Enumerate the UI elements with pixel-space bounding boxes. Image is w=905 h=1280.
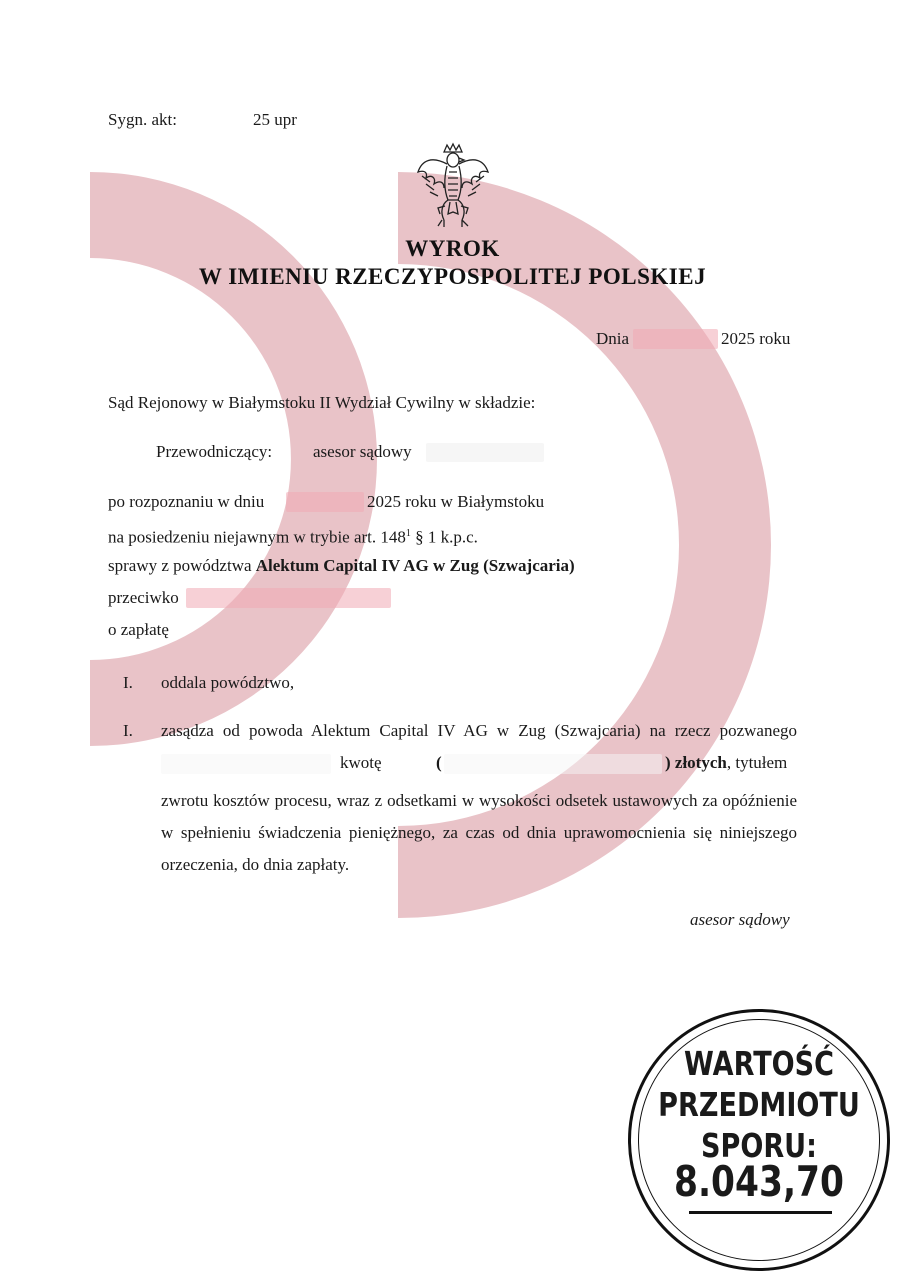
- plaintiff-prefix: sprawy z powództwa: [108, 556, 256, 575]
- stamp-line-2: PRZEDMIOTU: [658, 1085, 860, 1124]
- hearing-date-suffix: 2025 roku w Białymstoku: [367, 492, 545, 511]
- court-composition: Sąd Rejonowy w Białymstoku II Wydział Cywilny w składzie:: [108, 393, 536, 412]
- subject-line: o zapłatę: [108, 620, 169, 639]
- plaintiff-line: [108, 556, 575, 576]
- amount-currency-text: ) złotych: [665, 753, 727, 772]
- defendant-label: przeciwko: [108, 588, 179, 607]
- dispute-value-stamp: [628, 1009, 890, 1271]
- redacted-defendant-name: [161, 754, 331, 774]
- ruling-item-1-text: oddala powództwo,: [161, 673, 295, 692]
- document-subtitle: W IMIENIU RZECZYPOSPOLITEJ POLSKIEJ: [198, 264, 707, 289]
- redacted-hearing-date: [286, 492, 364, 512]
- amount-paren-open-text: (: [436, 753, 442, 772]
- date-suffix: 2025 roku: [721, 329, 791, 348]
- hearing-date-prefix: po rozpoznaniu w dniu: [108, 492, 265, 511]
- procedure-superscript: 1: [405, 528, 411, 539]
- amount-paren-open: [436, 753, 442, 773]
- polish-eagle-icon: [414, 142, 492, 228]
- stamp-value: 8.043,70: [674, 1157, 844, 1206]
- chair-title: asesor sądowy: [313, 442, 412, 461]
- ruling-item-1-number: I.: [123, 673, 133, 692]
- redacted-chair-name: [426, 443, 544, 462]
- document-title: WYROK: [405, 236, 500, 261]
- case-signature-label: Sygn. akt:: [108, 110, 177, 129]
- signature-title: asesor sądowy: [690, 910, 790, 929]
- chair-label: Przewodniczący:: [156, 442, 273, 461]
- procedure-paragraph: § 1 k.p.c.: [410, 527, 478, 547]
- stamp-underline: [689, 1211, 832, 1214]
- stamp-line-3: SPORU:: [701, 1126, 817, 1165]
- ruling-item-2-number: I.: [123, 721, 133, 740]
- redacted-defendant: [186, 588, 391, 608]
- ruling-item-2-line1: zasądza od powoda Alektum Capital IV AG w Zug (Szwajcaria) na rzecz pozwanego: [161, 721, 797, 740]
- stamp-line-1: WARTOŚĆ: [683, 1044, 835, 1083]
- date-prefix: Dnia: [596, 329, 630, 348]
- ruling-item-2-rest: zwrotu kosztów procesu, wraz z odsetkami w wysokości odsetek ustawowych za opóźnienie w spełnieniu świadczenia pieniężnego, za czas od dnia uprawomocnienia się niniejszego orzeczenia, do dnia zapłaty.: [161, 791, 797, 874]
- plaintiff-name: Alektum Capital IV AG w Zug (Szwajcaria): [255, 556, 575, 575]
- amount-after: , tytułem: [726, 753, 788, 772]
- case-signature-value: 25 upr: [253, 110, 297, 129]
- redacted-date: [633, 329, 718, 349]
- amount-label: kwotę: [340, 753, 382, 772]
- amount-currency: [665, 753, 787, 773]
- redacted-amount: [444, 754, 662, 774]
- procedure-line: [108, 524, 478, 548]
- procedure-text: na posiedzeniu niejawnym w trybie art. 148: [108, 527, 406, 547]
